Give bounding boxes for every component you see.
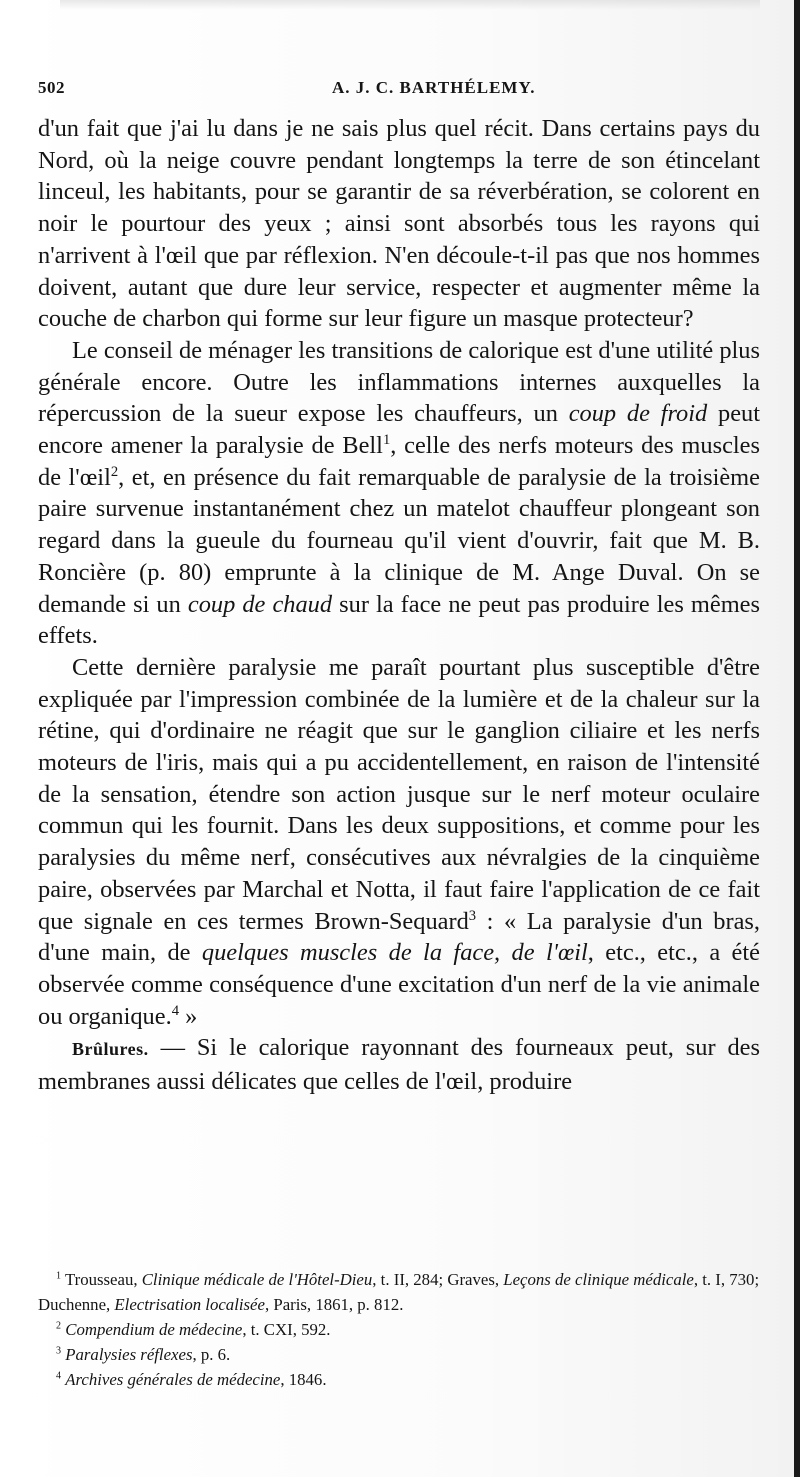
text-span: d'un fait que j'ai lu dans je ne sais plus quel récit. Dans certains pays du Nord, où la neige couvre pendant longtemps la terre de son étincelant linceul, les habitants, pour se garantir de sa réverbération, se colorent en noir le pourtour des yeux ; ainsi sont absorbés tous les rayons qui n'arrivent à l'œil que par réflexion. N'en découle-t-il pas que nos hommes doivent, autant que dure leur service, respecter et augmenter même la couche de charbon qui forme sur leur figure un masque protecteur? [38,115,760,333]
text-span: sur la face ne peut pas produire les mêmes effets. [38,590,760,650]
text-span: Le conseil de ménager les transitions de calorique est d'une utilité plus générale encore. Outre les inflammations internes auxquelles la répercussion de la sueur expose les chauffeurs, un [38,336,760,428]
text-span: peut encore amener la paralysie de Bell [38,400,760,460]
footnote-ref[interactable]: 3 [468,907,477,924]
italic-title: Electrisation localisée [114,1295,265,1314]
paragraph-brulures [38,1032,760,1097]
section-heading: Brûlures. [72,1039,149,1060]
text-span: Trousseau, [64,1270,142,1289]
paragraph-continued [38,113,760,335]
footnote-ref[interactable]: 1 [382,431,391,448]
footnote-ref[interactable]: 4 [171,1002,179,1019]
text-span: , et, en présence du fait remarquable de paralysie de la troisième paire survenue instantanément chez un matelot chauffeur plongeant son regard dans la gueule du fourneau qu'il vient d'ouvrir, fait que M. B. Roncière (p. 80) emprunte à la clinique de M. Ange Duval. On se demande si un [38,463,760,618]
footnote-number: 1 [56,1270,62,1282]
italic-title: Compendium de médecine [65,1320,243,1339]
text-span: » [179,1002,198,1030]
italic-title: Leçons de clinique médicale [503,1270,694,1289]
text-span: , t. I, 730; Duchenne, [38,1270,760,1314]
page-number: 502 [38,78,65,97]
italic-title: Clinique médicale de l'Hôtel-Dieu [141,1270,373,1289]
footnotes [38,1267,760,1392]
text-span: , celle des nerfs moteurs des muscles de l'œil [38,432,760,491]
footnote [38,1367,760,1392]
page-header [38,78,760,106]
text-span: , 1846. [280,1370,327,1389]
body-text [38,113,760,1098]
text-span: , t. CXI, 592. [242,1320,331,1339]
running-head: A. J. C. BARTHÉLEMY. [332,78,536,97]
text-span: , Paris, 1861, p. 812. [264,1295,404,1314]
footnote-number: 4 [56,1370,62,1382]
italic-term: coup de chaud [187,590,333,618]
text-span: Cette dernière paralysie me paraît pourtant plus susceptible d'être expliquée par l'impression combinée de la lumière et de la chaleur sur la rétine, qui d'ordinaire ne réagit que sur le ganglion ciliaire et les nerfs moteurs de l'iris, mais qui a pu accidentellement, en raison de l'intensité de la sensation, étendre son action jusque sur le nerf moteur oculaire commun qui les fournit. Dans les deux suppositions, et comme pour les paralysies du même nerf, consécutives aux névralgies de la cinquième paire, observées par Marchal et Notta, il faut faire l'application de ce fait que signale en ces termes Brown-Sequard [38,653,760,935]
italic-title: Archives générales de médecine [65,1370,281,1389]
page-top-bleed [60,0,760,10]
footnote-ref[interactable]: 2 [110,463,119,480]
footnote [38,1267,760,1317]
footnote-number: 2 [56,1320,62,1332]
text-span: , t. II, 284; Graves, [372,1270,504,1289]
italic-title: Paralysies réflexes [65,1345,193,1364]
italic-quote: quelques muscles de la face, de l'œil [201,939,588,967]
text-span: : « La paralysie d'un bras, d'une main, de [38,907,760,967]
footnote-number: 3 [56,1345,62,1357]
page-right-edge-shadow [794,0,800,1477]
text-span: , p. 6. [192,1345,231,1364]
footnote [38,1342,760,1367]
text-span: — Si le calorique rayonnant des fourneaux peut, sur des membranes aussi délicates que celles de l'œil, produire [38,1034,760,1096]
italic-term: coup de froid [568,400,708,428]
paragraph-paralysie [38,652,760,1032]
text-span: , etc., etc., a été observée comme conséquence d'une excitation d'un nerf de la vie animale ou organique. [38,939,760,1030]
paragraph-transitions [38,335,760,652]
footnote [38,1317,760,1342]
